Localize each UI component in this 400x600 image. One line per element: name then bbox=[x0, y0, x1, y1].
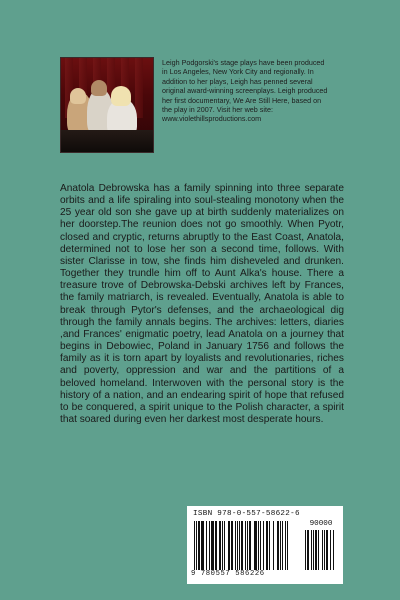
isbn-label: ISBN 978-0-557-58622-6 bbox=[193, 510, 300, 518]
price-addon-bars bbox=[305, 530, 335, 570]
book-synopsis: Anatola Debrowska has a family spinning into three separate orbits and a life spiraling into soul-stealing monotony when the 25 year old son she gave up at birth suddenly materializes on her doorstep.The reunion does not go smoothly. When Pyotr, closed and cryptic, returns abruptly to the East Coast, Anatola, determined not to lose her son a second time, follows. With sister Clarisse in tow, she finds him disheveled and drunken. Together they trundle him off to Aunt Alka's house. There a treasure trove of Debrowska-Debski archives left by Frances, the family matriarch, is revealed. Eventually, Anatola is able to break through Pytor's defenses, and the archaeological dig through the family annals begins. The archives: letters, diaries ,and Frances' enigmatic poetry, lead Anatola on a journey that begins in Debowiec, Poland in January 1756 and follows the family as it is torn apart by loyalists and revolutionaries, riches and poverty, oppression and war and the partitions of a beloved homeland. Interwoven with the personal story is the history of a nation, and an endearing spirit of hope that refused to be conquered, a spirit unique to the Polish character, a spirit that soared during even her darkest most desperate hours. bbox=[60, 183, 344, 425]
price-addon-label: 90000 bbox=[309, 520, 333, 528]
isbn-barcode bbox=[187, 506, 343, 584]
author-photo bbox=[61, 58, 153, 152]
author-bio: Leigh Podgorski's stage plays have been produced in Los Angeles, New York City and regionally. In addition to her plays, Leigh has penned several original award-winning screenplays. Leigh produced her first documentary, We Are Still Here, based on the play in 2007. Visit her web site: www.violethillsproductions.com bbox=[162, 58, 328, 124]
barcode-digits: 9 780557 586226 bbox=[191, 570, 265, 578]
ean13-barcode-bars bbox=[194, 521, 298, 570]
